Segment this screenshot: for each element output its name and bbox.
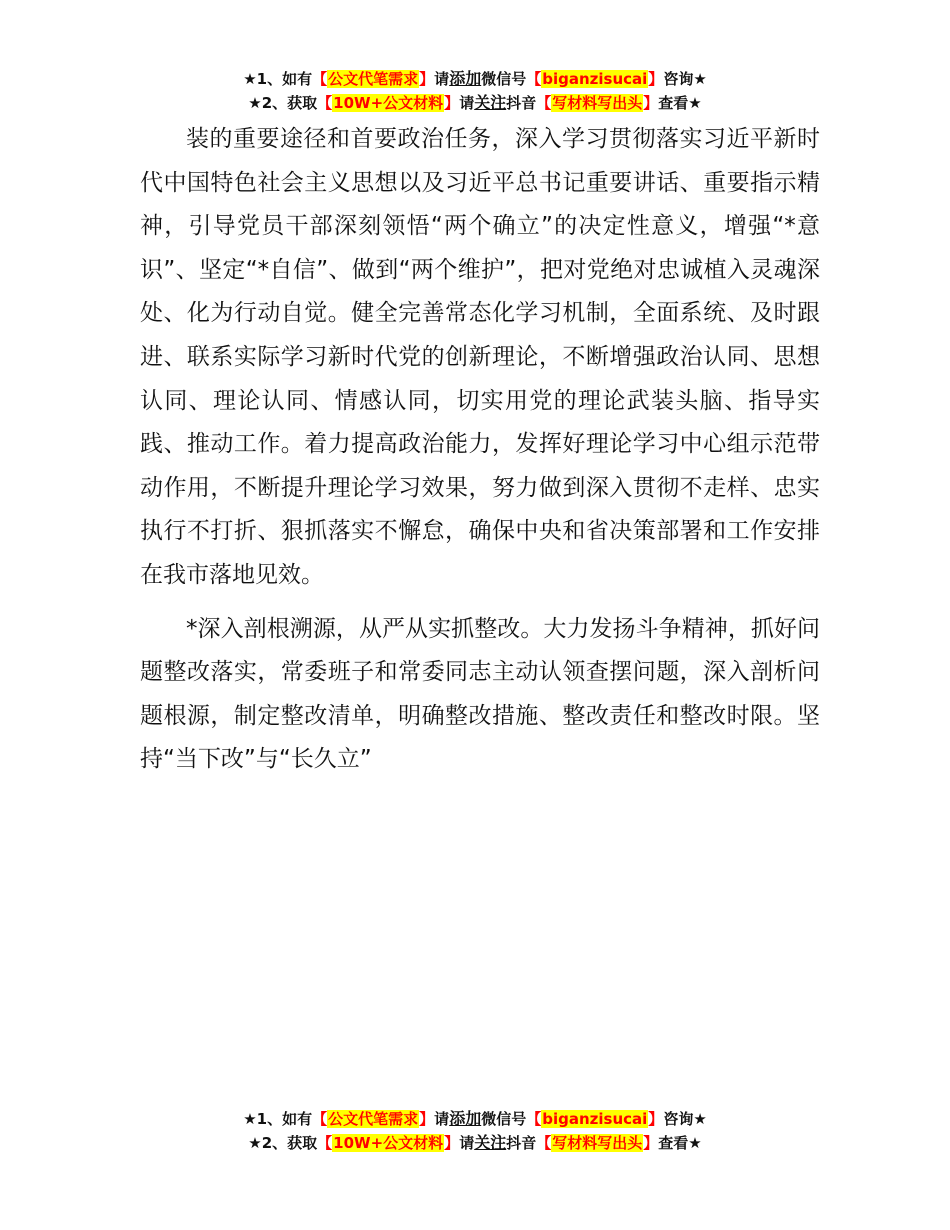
banner-emphasis: 关注: [474, 93, 507, 112]
banner-line-2: [0, 1131, 950, 1155]
banner-emphasis: 添加: [449, 1109, 482, 1128]
banner-text: 查看★: [658, 1134, 702, 1152]
bracket: 【: [526, 1110, 542, 1128]
bracket: 】: [643, 94, 659, 112]
document-body: [140, 118, 820, 782]
bracket: 【: [536, 94, 552, 112]
highlight-materials: 10W+公文材料: [333, 1134, 444, 1152]
bracket: 【: [317, 94, 333, 112]
bracket: 】: [648, 1110, 664, 1128]
banner-line-1: [0, 1107, 950, 1131]
highlight-wechat-id: biganzisucai: [542, 70, 648, 88]
highlight-service: 公文代笔需求: [328, 1110, 419, 1128]
body-paragraph-1: 装的重要途径和首要政治任务，深入学习贯彻落实习近平新时代中国特色社会主义思想以及习近平总书记重要讲话、重要指示精神，引导党员干部深刻领悟“两个确立”的决定性意义，增强“*意识”、坚定“*自信”、做到“两个维护”，把对党绝对忠诚植入灵魂深处、化为行动自觉。健全完善常态化学习机制，全面系统、及时跟进、联系实际学习新时代党的创新理论，不断增强政治认同、思想认同、理论认同、情感认同，切实用党的理论武装头脑、指导实践、推动工作。着力提高政治能力，发挥好理论学习中心组示范带动作用，不断提升理论学习效果，努力做到深入贯彻不走样、忠实执行不打折、狠抓落实不懈怠，确保中央和省决策部署和工作安排在我市落地见效。: [140, 126, 820, 588]
banner-text: 请: [434, 70, 450, 88]
bracket: 】: [643, 1134, 659, 1152]
banner-text: 请: [434, 1110, 450, 1128]
banner-text: 抖音: [506, 1134, 537, 1152]
bracket: 【: [312, 1110, 328, 1128]
banner-line-2: [0, 91, 950, 115]
banner-text: ★2、获取: [248, 1134, 318, 1152]
highlight-douyin: 写材料写出头: [552, 94, 643, 112]
banner-text: ★2、获取: [248, 94, 318, 112]
banner-line-1: [0, 67, 950, 91]
banner-text: 微信号: [481, 70, 527, 88]
highlight-douyin: 写材料写出头: [552, 1134, 643, 1152]
banner-emphasis: 关注: [474, 1133, 507, 1152]
bracket: 】: [419, 1110, 435, 1128]
banner-text: 抖音: [506, 94, 537, 112]
bracket: 【: [317, 1134, 333, 1152]
bracket: 】: [444, 94, 460, 112]
banner-text: ★1、如有: [243, 70, 313, 88]
footer-banner: [0, 1107, 950, 1155]
bracket: 】: [444, 1134, 460, 1152]
banner-emphasis: 添加: [449, 69, 482, 88]
bracket: 【: [536, 1134, 552, 1152]
bracket: 【: [312, 70, 328, 88]
body-paragraph-2: *深入剖根溯源，从严从实抓整改。大力发扬斗争精神，抓好问题整改落实，常委班子和常委同志主动认领查摆问题，深入剖析问题根源，制定整改清单，明确整改措施、整改责任和整改时限。坚持“当下改”与“长久立”: [140, 615, 820, 773]
banner-text: 请: [459, 94, 475, 112]
banner-text: 微信号: [481, 1110, 527, 1128]
header-banner: [0, 67, 950, 115]
banner-text: ★1、如有: [243, 1110, 313, 1128]
bracket: 】: [648, 70, 664, 88]
highlight-service: 公文代笔需求: [328, 70, 419, 88]
bracket: 【: [526, 70, 542, 88]
banner-text: 请: [459, 1134, 475, 1152]
highlight-materials: 10W+公文材料: [333, 94, 444, 112]
highlight-wechat-id: biganzisucai: [542, 1110, 648, 1128]
banner-text: 咨询★: [663, 1110, 707, 1128]
banner-text: 查看★: [658, 94, 702, 112]
banner-text: 咨询★: [663, 70, 707, 88]
bracket: 】: [419, 70, 435, 88]
